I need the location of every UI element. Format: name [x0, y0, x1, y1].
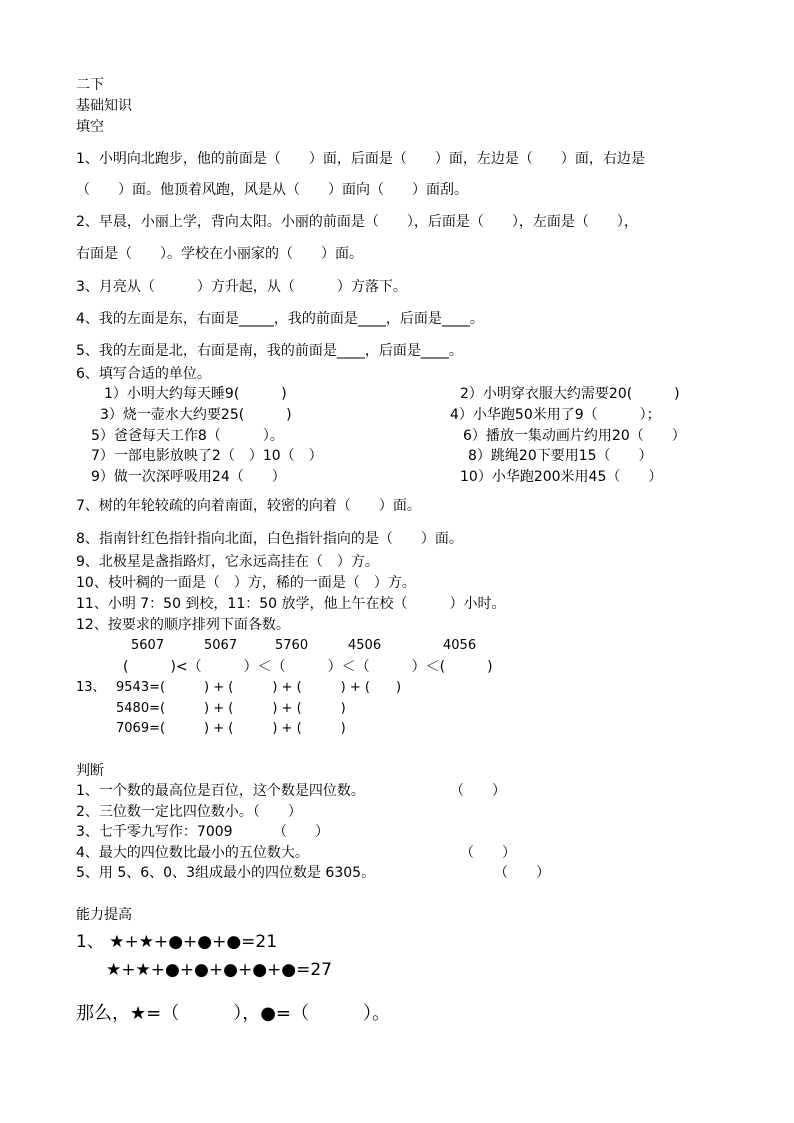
judge-paren: （ ）: [494, 865, 550, 881]
question-6: 6、填写合适的单位。: [76, 366, 211, 382]
judge-item: 1、一个数的最高位是百位，这个数是四位数。: [76, 783, 365, 799]
subsection-title: 填空: [76, 119, 104, 135]
equation-1: 1、 ★+★+●+●+●=21: [76, 932, 278, 952]
question-1-line-1: 1、小明向北跑步，他的前面是（ ）面，后面是（ ）面，左边是（ ）面，右边是: [76, 151, 645, 167]
sort-number: 5760: [275, 638, 309, 653]
unit-item: 10）小华跑200米用45（ ）: [460, 469, 663, 485]
section-title: 基础知识: [76, 98, 132, 114]
question-1-line-2: （ ）面。他顶着风跑，风是从（ ）面向（ ）面刮。: [76, 182, 468, 198]
unit-item: 4）小华跑50米用了9（ ）；: [450, 407, 661, 423]
question-3: 3、月亮从（ ）方升起，从（ ）方落下。: [76, 279, 407, 295]
unit-item: 2）小明穿衣服大约需要20( ): [460, 386, 680, 402]
question-2-line-2: 右面是（ ）。学校在小丽家的（ ）面。: [76, 246, 363, 262]
unit-item: 6）播放一集动画片约用20（ ）: [463, 428, 686, 444]
question-7: 7、树的年轮较疏的向着南面，较密的向着（ ）面。: [76, 498, 421, 514]
judge-paren: （ ）: [273, 824, 329, 840]
question-9: 9、北极星是盏指路灯，它永远高挂在（ ）方。: [76, 554, 379, 570]
unit-item: 9）做一次深呼吸用24（ ）: [91, 469, 286, 485]
sort-number: 4506: [348, 638, 382, 653]
unit-item: 7）一部电影放映了2（ ）10（ ）: [91, 448, 323, 464]
question-10: 10、枝叶稠的一面是（ ）方，稀的一面是（ ）方。: [76, 575, 416, 591]
sort-number: 4056: [443, 638, 477, 653]
equation-2: ★+★+●+●+●+●+●=27: [106, 960, 332, 980]
order-row: ( )<（ ）＜（ ）＜（ ）＜( ): [123, 659, 493, 675]
question-2-line-1: 2、早晨，小丽上学，背向太阳。小丽的前面是（ ），后面是（ ），左面是（ ），: [76, 214, 638, 230]
decompose-row: 7069=( ) + ( ) + ( ): [116, 721, 346, 736]
ability-title: 能力提高: [76, 907, 132, 923]
judge-title: 判断: [76, 763, 104, 779]
question-5: 5、我的左面是北，右面是南，我的前面是____，后面是____。: [76, 343, 463, 359]
question-4: 4、我的左面是东，右面是_____，我的前面是____，后面是____。: [76, 311, 484, 327]
decompose-row: 5480=( ) + ( ) + ( ): [116, 701, 346, 716]
decompose-row: 9543=( ) + ( ) + ( ) + ( ): [116, 680, 402, 695]
judge-item: 5、用 5、6、0、3组成最小的四位数是 6305。: [76, 865, 376, 881]
question-11: 11、小明 7：50 到校，11：50 放学，他上午在校（ ）小时。: [76, 596, 506, 612]
unit-item: 1）小明大约每天睡9( ): [104, 386, 287, 402]
judge-item: 3、七千零九写作：7009: [76, 824, 233, 840]
answer-line: 那么，★=（ ），●=（ ）。: [76, 1003, 391, 1024]
judge-item: 4、最大的四位数比最小的五位数大。: [76, 845, 309, 861]
unit-item: 3）烧一壶水大约要25( ): [100, 407, 292, 423]
unit-item: 5）爸爸每天工作8（ ）。: [91, 428, 284, 444]
sort-number: 5607: [131, 638, 165, 653]
question-12: 12、按要求的顺序排列下面各数。: [76, 617, 290, 633]
unit-item: 8）跳绳20下要用15（ ）: [468, 448, 653, 464]
grade-label: 二下: [76, 77, 104, 93]
question-8: 8、指南针红色指针指向北面，白色指针指向的是（ ）面。: [76, 531, 463, 547]
judge-paren: （ ）: [460, 845, 516, 861]
question-13-label: 13、: [76, 680, 106, 695]
judge-item: 2、三位数一定比四位数小。（ ）: [76, 804, 302, 820]
sort-number: 5067: [204, 638, 238, 653]
judge-paren: （ ）: [450, 783, 506, 799]
